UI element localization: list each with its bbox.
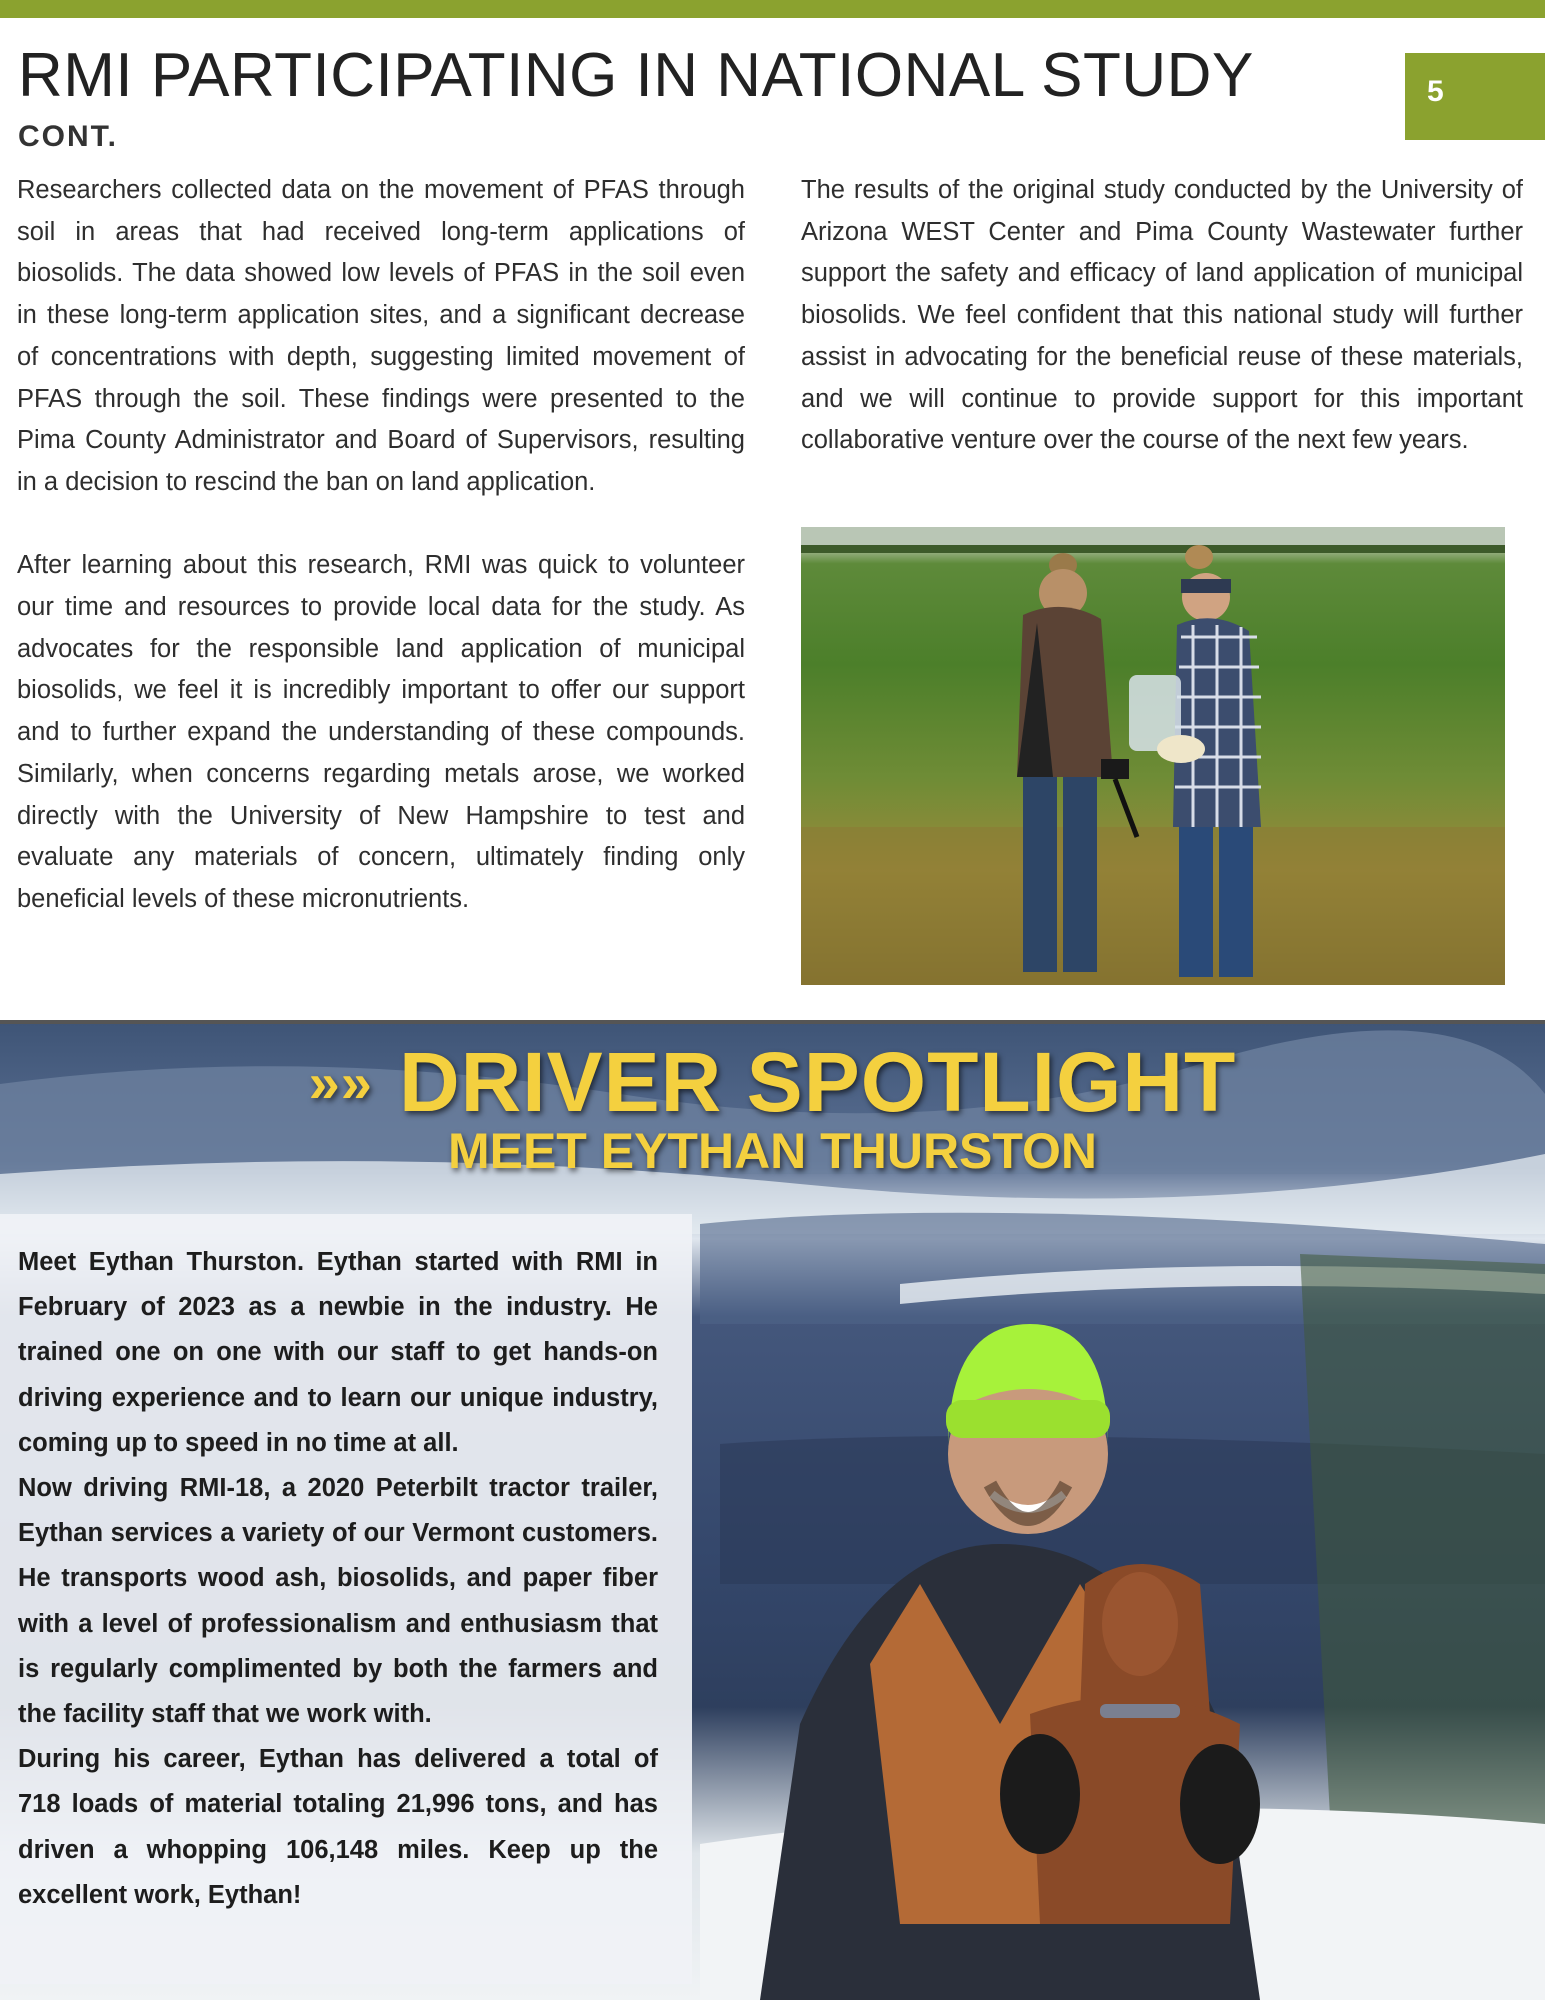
spotlight-title-text: DRIVER SPOTLIGHT — [398, 1035, 1237, 1129]
page-title: RMI PARTICIPATING IN NATIONAL STUDY — [18, 41, 1254, 110]
article-paragraph: The results of the original study conducted by the University of Arizona WEST Center and Pima County Wastewater further support the safety and efficacy of land application of municipal biosolids. We feel confident that this national study will further assist in advocating for the beneficial reuse of these materials, and we will continue to provide support for this important collaborative venture over the course of the next few years. — [801, 176, 1523, 455]
article-right-column — [801, 170, 1523, 462]
spotlight-paragraph: Now driving RMI-18, a 2020 Peterbilt tractor trailer, Eythan services a variety of our Vermont customers. He transports wood ash, biosolids, and paper fiber with a level of professionalism and enthusiasm that is regularly complimented by both the farmers and the facility staff that we work with. — [18, 1474, 658, 1729]
article-paragraph: After learning about this research, RMI was quick to volunteer our time and resources to provide local data for the study. As advocates for the responsible land application of municipal biosolids, we feel it is incredibly important to offer our support and to further expand the understanding of these compounds. Similarly, when concerns regarding metals arose, we worked directly with the University of New Hampshire to test and evaluate any materials of concern, ultimately finding only beneficial levels of these micronutrients. — [17, 551, 745, 913]
page-subtitle: CONT. — [18, 120, 118, 153]
page-number-badge — [1405, 53, 1545, 140]
top-accent-bar — [0, 0, 1545, 18]
chevron-right-icon: »» — [308, 1051, 373, 1115]
article-left-column — [17, 170, 745, 921]
spotlight-subtitle: MEET EYTHAN THURSTON — [447, 1123, 1098, 1179]
spotlight-body — [18, 1240, 658, 1918]
spotlight-paragraph: During his career, Eythan has delivered a total of 718 loads of material totaling 21,996 tons, and has driven a whopping 106,148 miles. Keep up the excellent work, Eythan! — [18, 1745, 658, 1909]
page-number: 5 — [1427, 75, 1444, 108]
article-paragraph: Researchers collected data on the movement of PFAS through soil in areas that had received long-term applications of biosolids. The data showed low levels of PFAS in the soil even in these long-term application sites, and a significant decrease of concentrations with depth, suggesting limited movement of PFAS through the soil. These findings were presented to the Pima County Administrator and Board of Supervisors, resulting in a decision to rescind the ban on land application. — [17, 176, 745, 496]
field-sampling-photo — [801, 527, 1505, 985]
spotlight-paragraph: Meet Eythan Thurston. Eythan started with RMI in February of 2023 as a newbie in the industry. He trained one on one with our staff to get hands-on driving experience and to learn our unique industry, coming up to speed in no time at all. — [18, 1248, 658, 1457]
spotlight-title — [0, 1034, 1545, 1131]
driver-spotlight-section — [0, 1024, 1545, 2000]
